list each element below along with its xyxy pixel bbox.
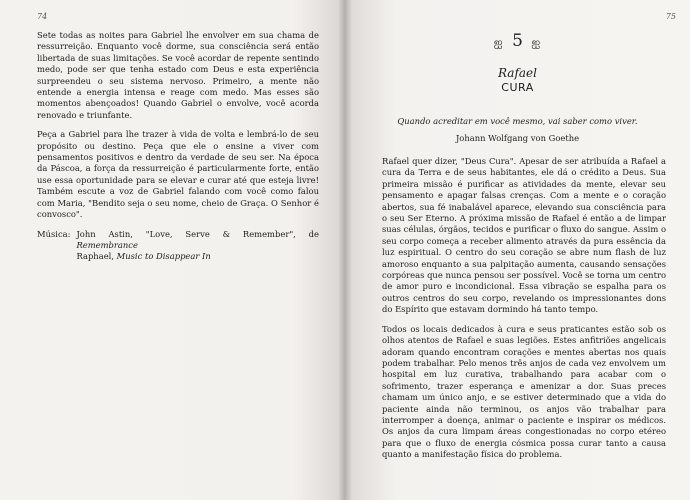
music-label: Música: (37, 228, 71, 239)
music-album: Music to Disappear In (116, 251, 211, 262)
chapter-number: 5 (512, 31, 523, 51)
music-text (76, 229, 319, 263)
paragraph: Todos os locais dedicados à cura e seus praticantes estão sob os olhos atentos de Rafael e suas legiões. Estes anfitriões angelicais adoram quando encontram corações e mentes abertas nos quais podem trabalhar. Pelo menos três anjos de cada vez envolvem um hospital em luz curativa, trabalhando para acabar com o sofrimento, trazer esperança e amenizar a dor. Suas preces chamam um único anjo, e se estiver determinado que a vida do paciente ainda não terminou, os anjos vão trabalhar para interromper a doença, animar o paciente e inspirar os médicos. Os anjos da cura limpam áreas congestionadas no corpo etéreo para que o fluxo de energia cósmica possa curar tanto a causa quanto a manifestação física do problema. (382, 323, 666, 460)
ornament-right-icon: ஐ (531, 36, 542, 49)
epigraph: Quando acreditar em você mesmo, vai saber como viver. (397, 116, 638, 126)
left-page-text (37, 30, 319, 263)
music-text-part: Raphael, (76, 251, 117, 262)
right-page-text (382, 156, 666, 469)
paragraph: Peça a Gabriel para lhe trazer à vida de volta e lembrá-lo de seu propósito ou destino. Peça que ele o ensine a viver com pensamentos positivos e dentro da verdade de seu ser. Na época da Páscoa, a força da ressurreição é particularmente forte, então use essa oportunidade para se elevar e curar até que esteja livre! Também escute a voz de Gabriel falando com você como falou com Maria, "Bendito seja o seu nome, cheio de Graça. O Senhor é convosco". (37, 129, 319, 220)
music-text-part: John Astin, "Love, Serve & Remember", de (76, 228, 319, 239)
paragraph: Sete todas as noites para Gabriel lhe envolver em sua chama de ressurreição. Enquanto você dorme, sua consciência será então libertada de suas limitações. Se você acordar de repente sentindo medo, pode ser que tenha estado com Deus e esta experiência surpreendeu o seu sistema nervoso. Primeiro, a mente não entende a energia intensa e reage com medo. Mas esses são momentos abençoados! Quando Gabriel o envolve, você acorda renovado e triunfante. (37, 30, 319, 120)
chapter-title: Rafael (498, 66, 537, 80)
chapter-heading (345, 31, 690, 51)
ornament-left-icon: ஐ (493, 36, 504, 49)
page-number: 74 (37, 12, 48, 21)
music-album: Remembrance (76, 239, 138, 250)
page-number: 75 (665, 12, 676, 21)
chapter-subtitle: CURA (501, 81, 534, 94)
right-page (345, 0, 690, 500)
epigraph-author: Johann Wolfgang von Goethe (455, 133, 580, 143)
paragraph: Rafael quer dizer, "Deus Cura". Apesar de ser atribuída a Rafael a cura da Terra e de seus habitantes, ele dá o crédito a Deus. Sua primeira missão é purificar as atividades da mente, elevar seu pensamento e apagar falsas crenças. Com a mente e o coração abertos, sua fé inabalável aparece, elevando sua consciência para o seu Ser Eterno. A próxima missão de Rafael é então a de limpar suas células, órgãos, tecidos e purificar o fluxo do sangue. Assim o seu corpo começa a receber alimento através da pura essência da luz espiritual. O centro do seu coração se abre num flash de luz amoroso enquanto a sua palpitação aumenta, causando sensações corpóreas que nunca pensou ser possível. Você se torna um centro de amor puro e incondicional. Essa vibração se espalha para os outros centros do seu corpo, revelando os impressionantes dons do Espírito que estavam dormindo há tanto tempo. (382, 156, 666, 315)
music-credit (37, 229, 319, 263)
book-gutter (338, 0, 352, 500)
